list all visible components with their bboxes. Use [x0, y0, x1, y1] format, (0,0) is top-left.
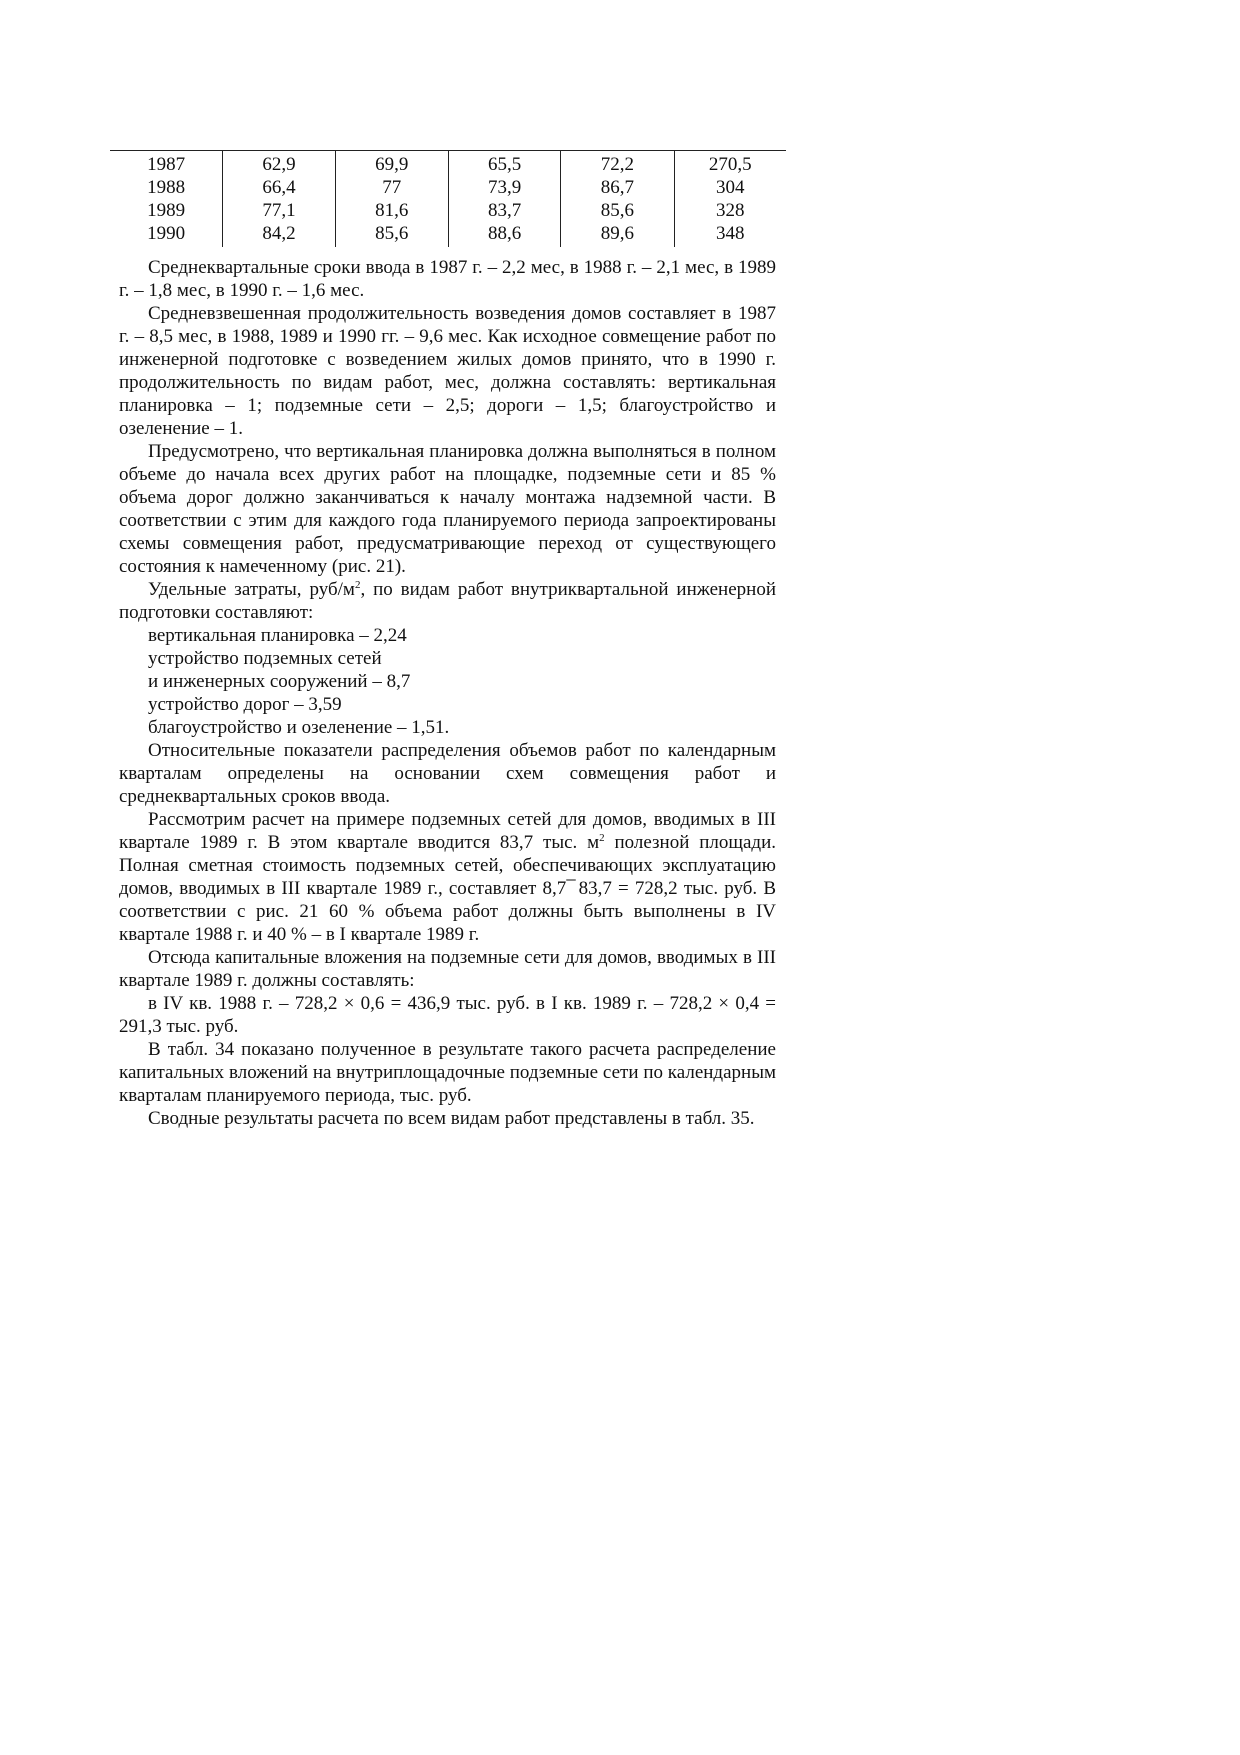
table-cell: 270,5	[708, 154, 752, 175]
text-run: Рассмотрим расчет на примере подземных сетей для домов, вводимых в III квартале 1989 г. В этом квартале вводится 83,7 тыс. м	[119, 809, 776, 853]
table-cell: 304	[716, 177, 745, 198]
table-cell: 65,5	[448, 151, 560, 177]
table-cell: 88,6	[448, 222, 560, 247]
table-cell: 66,4	[223, 176, 335, 199]
table-cell: 73,9	[448, 176, 560, 199]
table-cell: 1989	[110, 199, 223, 222]
table-cell: 77,1	[223, 199, 335, 222]
paragraph: Сводные результаты расчета по всем видам работ представлены в табл. 35.	[148, 1108, 755, 1129]
table-cell: 77	[335, 176, 448, 199]
table-cell: 85,6	[335, 222, 448, 247]
superscript: 2	[354, 579, 361, 591]
table-cell: 89,6	[561, 222, 674, 247]
paragraph: в IV кв. 1988 г. – 728,2 × 0,6 = 436,9 тыс. руб. в I кв. 1989 г. – 728,2 × 0,4 = 291,3 тыс. руб.	[119, 993, 776, 1037]
list-item: и инженерных сооружений – 8,7	[148, 671, 411, 692]
list-item: благоустройство и озеленение – 1,51.	[148, 717, 450, 738]
table-cell: 69,9	[335, 151, 448, 177]
table-cell: 328	[716, 200, 745, 221]
table-row	[110, 151, 786, 177]
paragraph: Среднеквартальные сроки ввода в 1987 г. – 2,2 мес, в 1988 г. – 2,1 мес, в 1989 г. – 1,8 мес, в 1990 г. – 1,6 мес.	[119, 257, 776, 301]
text-run: полезной площади. Полная сметная стоимость подземных сетей, обеспечивающих эксплуатацию домов, вводимых в III квартале 1989 г., составляет 8,7 ̅ 83,7 = 728,2 тыс. руб. В соответствии с рис. 21 60 % объема работ должны быть выполнены в IV квартале 1988 г. и 40 % – в I квартале 1989 г.	[119, 832, 776, 945]
paragraph: Предусмотрено, что вертикальная планировка должна выполняться в полном объеме до начала всех других работ на площадке, подземные сети и 85 % объема дорог должно заканчиваться к началу монтажа надземной части. В соответствии с этим для каждого года планируемого периода запроектированы схемы совмещения работ, предусматривающие переход от существующего состояния к намеченному (рис. 21).	[119, 441, 776, 577]
paragraph: В табл. 34 показано полученное в результате такого расчета распределение капитальных вложений на внутриплощадочные подземные сети по календарным кварталам планируемого периода, тыс. руб.	[119, 1039, 776, 1106]
table-cell: 62,9	[223, 151, 335, 177]
body-text	[119, 256, 776, 1130]
paragraph: Средневзвешенная продолжительность возведения домов составляет в 1987 г. – 8,5 мес, в 1988, 1989 и 1990 гг. – 9,6 мес. Как исходное совмещение работ по инженерной подготовке с возведением жилых домов принято, что в 1990 г. продолжительность по видам работ, мес, должна составлять: вертикальная планировка – 1; подземные сети – 2,5; дороги – 1,5; благоустройство и озеленение – 1.	[119, 303, 776, 439]
table-row	[110, 222, 786, 247]
table-cell: 81,6	[335, 199, 448, 222]
paragraph	[119, 808, 776, 946]
table-cell: 1990	[110, 222, 223, 247]
paragraph: Отсюда капитальные вложения на подземные сети для домов, вводимых в III квартале 1989 г. должны составлять:	[119, 947, 776, 991]
table-cell: 72,2	[561, 151, 674, 177]
table-cell: 83,7	[448, 199, 560, 222]
table-row	[110, 176, 786, 199]
paragraph: Относительные показатели распределения объемов работ по календарным кварталам определены на основании схем совмещения работ и среднеквартальных сроков ввода.	[119, 740, 776, 807]
text-run: Удельные затраты, руб/м	[148, 579, 355, 600]
table-cell: 348	[716, 223, 745, 244]
list-item: устройство подземных сетей	[148, 648, 382, 669]
text-run: , по видам работ внутриквартальной инженерной подготовки составляют:	[119, 579, 776, 623]
table-cell: 1987	[110, 151, 223, 177]
table-cell: 84,2	[223, 222, 335, 247]
list-item: устройство дорог – 3,59	[148, 694, 342, 715]
superscript: 2	[599, 832, 605, 844]
table-cell: 1988	[110, 176, 223, 199]
table-cell: 86,7	[561, 176, 674, 199]
list-item: вертикальная планировка – 2,24	[148, 625, 407, 646]
table-cell: 85,6	[561, 199, 674, 222]
paragraph	[119, 578, 776, 624]
table-row	[110, 199, 786, 222]
data-table	[110, 150, 786, 247]
